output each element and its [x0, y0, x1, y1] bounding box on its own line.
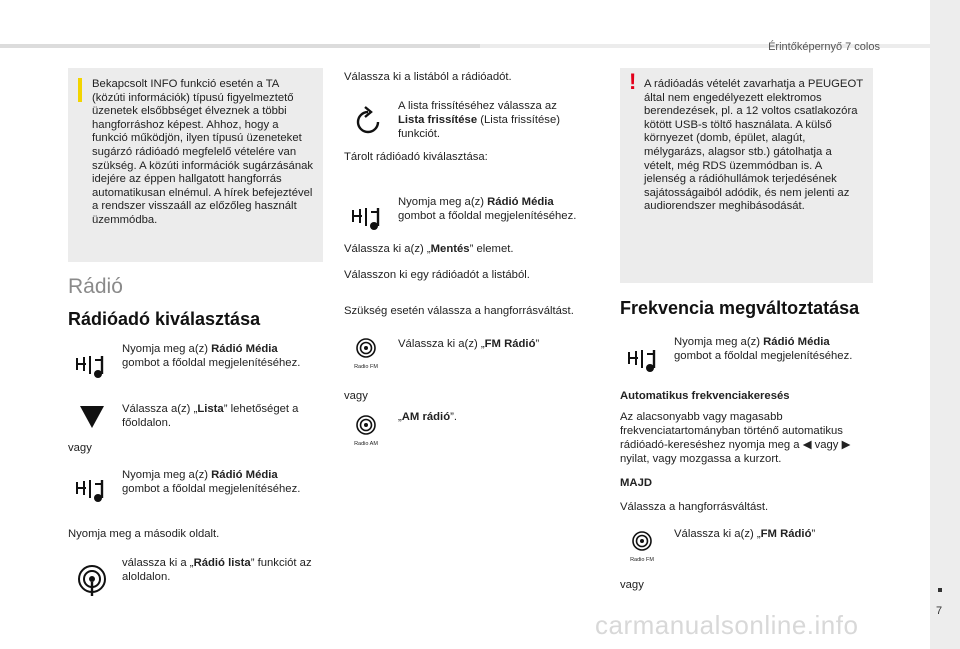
top-rule — [0, 44, 480, 48]
radio-media-icon — [350, 198, 386, 234]
radio-media-icon — [626, 340, 662, 376]
auto-search-text: Az alacsonyabb vagy magasabb frekvenciatartományban történő automatikus rádióadó-kereséshez nyomja meg a ◀ vagy ▶ nyilat, vagy mozgassa a kurzort. — [620, 411, 851, 465]
step1: Nyomja meg a(z) Rádió Média gombot a főoldal megjelenítéséhez. — [122, 343, 301, 369]
then-label: MAJD — [620, 477, 653, 489]
refresh-icon — [350, 104, 386, 140]
press-radio-media: Nyomja meg a(z) Rádió Média gombot a főoldal megjelenítéséhez. — [674, 336, 853, 362]
or-text: vagy — [68, 442, 92, 454]
radio-list-icon — [74, 562, 110, 598]
radio-media-icon — [74, 470, 110, 506]
page-number: 7 — [936, 605, 943, 617]
section-title: Rádió — [68, 275, 123, 298]
stored-label: Tárolt rádióadó kiválasztása: — [344, 151, 488, 163]
choose-am: „AM rádió”. — [398, 411, 457, 423]
radio-fm-icon: Radio FM — [622, 530, 662, 570]
frequency-title: Frekvencia megváltoztatása — [620, 298, 860, 318]
step2: Válassza a(z) „Lista” lehetőséget a főoldalon. — [122, 403, 299, 429]
choose-station: Válassza ki a listából a rádióadót. — [344, 71, 512, 83]
or-text: vagy — [344, 390, 368, 402]
list-arrow-icon — [74, 398, 110, 434]
page-marker — [938, 588, 942, 592]
radio-media-icon — [74, 346, 110, 382]
warning-note — [620, 68, 873, 283]
step4: Nyomja meg a második oldalt. — [68, 528, 220, 540]
choose-fm: Válassza ki a(z) „FM Rádió” — [398, 338, 540, 350]
left-arrow-icon: ◀ — [802, 439, 812, 451]
right-arrow-icon: ▶ — [841, 439, 851, 451]
choose-from-list: Válasszon ki egy rádióadót a listából. — [344, 269, 530, 281]
subsection-title: Rádióadó kiválasztása — [68, 309, 261, 329]
warning-note-text: A rádióadás vételét zavarhatja a PEUGEOT által nem engedélyezett elektromos berendezések, pl. a 12 voltos csatlakozóra kötött USB-s töltő használata. A külső környezet (domb, épület, alagút, mélygarázs, alagsor stb.) gátolhatja a vételt, még RDS üzemmódban is. A jelenség a rádióhullámok terjedésének sajátosságaiból adódik, és nem jelenti az audiorendszer meghibásodását. — [644, 78, 863, 213]
page-edge-bar — [930, 0, 960, 649]
radio-fm-icon: Radio FM — [346, 337, 386, 377]
info-note-text: Bekapcsolt INFO funkció esetén a TA (közúti információk) típusú figyelmeztető üzenetek elsőbbséget élveznek a többi hangforráshoz képest. Ahhoz, hogy a funkció működjön, ilyen típusú üzeneteket sugárzó rádióadó megfelelő vételére van szükség. A közúti információk sugárzásának idejére az éppen hallgatott hangforrás automatikusan elnémul. A hírek befejeztével a rendszer visszaáll az előzőleg használt üzemmódba. — [92, 78, 314, 226]
step3: Nyomja meg a(z) Rádió Média gombot a főoldal megjelenítéséhez. — [122, 469, 301, 495]
auto-search-title: Automatikus frekvenciakeresés — [620, 390, 790, 402]
choose-save: Válassza ki a(z) „Mentés” elemet. — [344, 243, 514, 255]
or-text: vagy — [620, 579, 644, 591]
info-icon — [78, 78, 82, 102]
refresh-list: A lista frissítéséhez válassza az Lista frissítése (Lista frissítése) funkciót. — [398, 100, 560, 140]
source-switch: Válassza a hangforrásváltást. — [620, 501, 769, 513]
watermark: carmanualsonline.info — [595, 610, 859, 640]
step5: válassza ki a „Rádió lista” funkciót az aloldalon. — [122, 557, 312, 583]
press-radio-media: Nyomja meg a(z) Rádió Média gombot a főoldal megjelenítéséhez. — [398, 196, 577, 222]
radio-am-icon: Radio AM — [346, 414, 386, 454]
choose-fm: Válassza ki a(z) „FM Rádió” — [674, 528, 816, 540]
info-note — [68, 68, 323, 262]
source-switch: Szükség esetén válassza a hangforrásváltást. — [344, 305, 574, 317]
warning-icon: ! — [629, 69, 637, 94]
page-header: Érintőképernyő 7 colos — [768, 41, 880, 53]
